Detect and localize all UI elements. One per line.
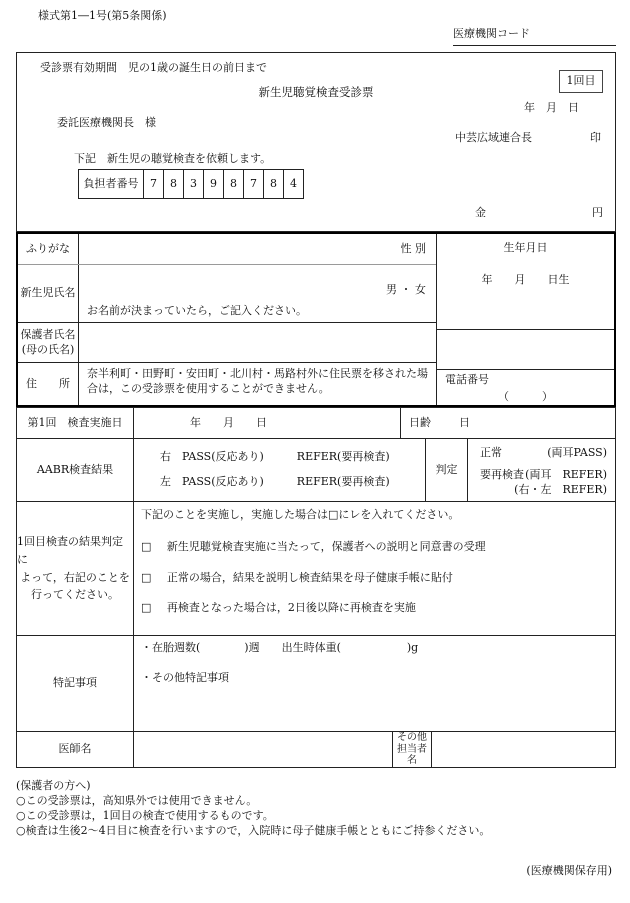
medical-code-field[interactable] (453, 27, 616, 46)
payer-digit: 4 (283, 170, 303, 198)
payer-digit: 3 (183, 170, 203, 198)
phone-label: 電話番号 (445, 373, 489, 386)
judgement-normal[interactable] (480, 446, 607, 461)
footer-note: ○検査は生後2～4日目に検査を行いますので，入院時に母子健康手帳とともにご持参ください。 (16, 824, 491, 837)
amount-prefix: 金 (475, 206, 486, 219)
footer-note: ○この受診票は，高知県外では使用できません。 (16, 794, 258, 807)
name-note: お名前が決まっていたら，ご記入ください。 (87, 304, 307, 318)
payer-digit: 8 (163, 170, 183, 198)
address-field[interactable] (78, 363, 436, 405)
header-box (16, 52, 616, 232)
checklist-item (141, 601, 609, 616)
guardian-note-heading: (保護者の方へ) (16, 779, 91, 792)
payer-digit: 7 (243, 170, 263, 198)
exam-date-label: 第1回 検査実施日 (27, 415, 123, 429)
address-label: 住 所 (26, 376, 70, 390)
checklist-item (141, 571, 609, 586)
guardian-label-line2: (母の氏名) (21, 342, 75, 356)
judgement-normal-label: 正常 (480, 446, 502, 459)
judgement-recheck[interactable] (480, 468, 607, 483)
issuer-name: 中芸広域連合長 (455, 131, 532, 144)
special-notes-label: 特記事項 (53, 676, 97, 690)
guardian-label-line1: 保護者氏名 (20, 328, 76, 342)
newborn-name-label: 新生児氏名 (20, 286, 76, 300)
address-note: 奈半利町・田野町・安田町・北川村・馬路村外に住民票を移された場合は，この受診票を使用することができません。 (87, 367, 428, 395)
doctor-label: 医師名 (58, 742, 92, 756)
footer-note: ○この受診票は，1回目の検査で使用するものです。 (16, 809, 274, 822)
medical-code-label: 医療機関コード (453, 27, 530, 40)
checklist-cell (133, 502, 615, 635)
address-row (18, 362, 436, 405)
other-staff-label: その他担当者名 (392, 732, 431, 767)
newborn-name-field[interactable] (78, 265, 436, 322)
action-line1: 1回目検査の結果判定に (17, 535, 123, 566)
furigana-field[interactable] (78, 234, 436, 264)
aabr-results (133, 439, 425, 501)
sex-label: 性 別 (400, 241, 426, 255)
other-notes-line: ・その他特記事項 (141, 670, 229, 684)
newborn-name-row (18, 264, 436, 322)
guardian-right-blank-cell (437, 329, 614, 369)
other-staff-field[interactable] (431, 732, 615, 767)
day-age-label: 日齢 (409, 415, 431, 429)
form-code: 様式第1―1号(第5条関係) (38, 9, 167, 22)
exam-date-row (17, 408, 615, 438)
payer-digit: 8 (263, 170, 283, 198)
furigana-row (18, 234, 436, 264)
payer-digit: 7 (143, 170, 163, 198)
judgement-recheck-note1: (両耳 REFER) (525, 467, 607, 481)
patient-table-right (436, 234, 614, 405)
day-age-field[interactable] (400, 408, 615, 438)
phone-field[interactable] (437, 369, 614, 412)
birthdate-value: 年 月 日生 (481, 272, 570, 286)
aabr-right-result[interactable]: 右 PASS(反応あり) REFER(要再検査) (160, 449, 390, 463)
exam-date-value: 年 月 日 (190, 415, 267, 429)
action-line3: 行ってください。 (31, 588, 119, 602)
form-title: 新生児聴覚検査受診票 (258, 85, 374, 99)
guardian-row (18, 322, 436, 362)
amount-line (475, 206, 603, 221)
checkbox-icon[interactable]: □ (141, 570, 152, 584)
special-notes-field[interactable] (133, 636, 615, 731)
request-sentence: 下記 新生児の聴覚検査を依頼します。 (74, 152, 272, 165)
birthdate-label: 生年月日 (503, 241, 548, 254)
checkbox-icon[interactable]: □ (141, 600, 152, 614)
amount-suffix: 円 (592, 206, 603, 219)
judgement-normal-note: (両耳PASS) (547, 446, 607, 459)
checklist-item-text: 正常の場合，結果を説明し検査結果を母子健康手帳に貼付 (166, 570, 453, 584)
archive-note: (医療機関保存用) (526, 864, 612, 877)
exam-date-field[interactable] (133, 408, 400, 438)
doctor-row (17, 731, 615, 767)
checklist-item (141, 540, 609, 555)
gestation-weight-line: ・在胎週数( )週 出生時体重( )g (141, 641, 419, 654)
checklist-item-text: 新生児聴覚検査実施に当たって，保護者への説明と同意書の受理 (166, 539, 486, 553)
aabr-left-result[interactable]: 左 PASS(反応あり) REFER(要再検査) (160, 475, 390, 489)
judgement-recheck-label: 要再検査 (480, 467, 524, 481)
doctor-name-field[interactable] (133, 732, 392, 767)
checkbox-icon[interactable]: □ (141, 539, 152, 553)
judgement-label: 判定 (425, 439, 467, 501)
checklist-item-text: 再検査となった場合は，2日後以降に再検査を実施 (166, 600, 416, 614)
checklist-row (17, 501, 615, 635)
guardian-name-field[interactable] (78, 323, 436, 362)
payer-number-table (78, 169, 304, 199)
action-line2: よって，右記のことを (20, 570, 130, 584)
phone-paren: （ ） (498, 389, 553, 403)
addressee: 委託医療機関長 様 (57, 116, 156, 129)
issue-date-field[interactable]: 年 月 日 (524, 101, 579, 114)
aabr-row (17, 438, 615, 501)
round-badge-label: 1回目 (566, 74, 596, 88)
validity-period: 受診票有効期間 児の1歳の誕生日の前日まで (40, 61, 267, 74)
payer-number-label: 負担者番号 (83, 176, 139, 190)
exam-table (16, 407, 616, 768)
patient-table (16, 232, 616, 407)
payer-digit: 9 (203, 170, 223, 198)
special-notes-row (17, 635, 615, 731)
patient-table-left (18, 234, 436, 405)
furigana-label: ふりがな (26, 241, 70, 255)
aabr-label: AABR検査結果 (36, 462, 114, 476)
payer-digit: 8 (223, 170, 243, 198)
checklist-intro: 下記のことを実施し，実施した場合は□にレを入れてください。 (141, 508, 460, 521)
birthdate-field[interactable] (437, 241, 614, 329)
judgement-options (467, 439, 615, 501)
guardian-label (18, 323, 78, 362)
judgement-recheck-note2: (右・左 REFER) (514, 482, 607, 496)
sex-options[interactable]: 男 ・ 女 (386, 283, 426, 296)
day-age-unit: 日 (459, 415, 470, 429)
checklist-instruction-label (17, 502, 133, 635)
seal-mark: 印 (590, 131, 601, 144)
